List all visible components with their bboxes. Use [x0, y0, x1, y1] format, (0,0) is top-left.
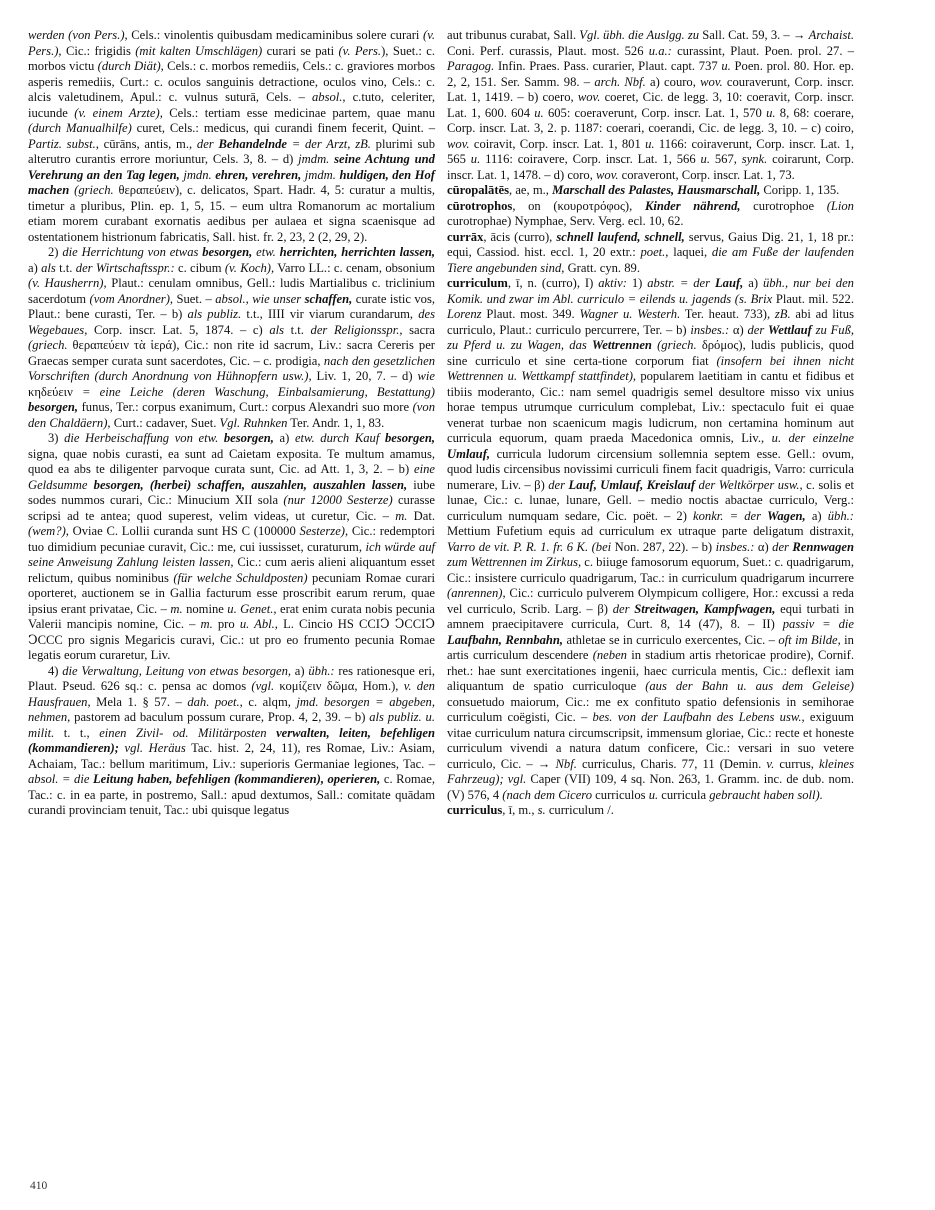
emphasis-text: die Herrichtung von etwas	[62, 245, 203, 259]
emphasis-text: (aus der Bahn u. aus dem Geleise)	[645, 679, 854, 693]
right-column	[447, 28, 854, 819]
emphasis-text: absol.,	[311, 90, 346, 104]
entry-text: coraveront, Corp. inscr. Lat. 1, 73.	[618, 167, 795, 182]
headword: curriculum	[447, 276, 508, 290]
emphasis-text: m.	[170, 601, 183, 616]
emphasis-text: übh.:	[308, 663, 335, 678]
emphasis-text: übh.:	[827, 508, 854, 523]
entry-text: Caper (VII) 109, 4 sq. Non. 263, 1. Gramm. inc. de dub. nom. (V) 576, 4	[447, 772, 855, 802]
entry-text: consuetudo maiorum, Cic.: me ex confituto spatio defensionis in semihorae curriculum coëgisti, Cic. –	[447, 694, 854, 724]
entry-text: curasse scripsi ad te antea; quod superest, velim videas, ut curetur, Cic. –	[28, 493, 436, 523]
emphasis-text: u.	[721, 59, 731, 73]
entry-text: Oviae C. Lollii curanda sunt HS C (100000	[68, 524, 300, 538]
entry-text: 1166: coiraverunt, Corp. inscr. Lat. 1, 565	[447, 136, 854, 166]
entry-text: Corp. inscr. Lat. 5, 1874. – c)	[87, 322, 270, 337]
emphasis-text: die Verwaltung, Leitung von etwas besorgen,	[62, 663, 292, 678]
emphasis-text: zum Wettrennen im Zirkus,	[447, 555, 582, 569]
entry-text: curricula	[658, 787, 710, 802]
emphasis-text: besorgen, (herbei) schaffen, auszahlen, auszahlen lassen,	[93, 477, 408, 492]
entry-text: t. t.,	[54, 725, 100, 740]
emphasis-text: u.	[645, 136, 655, 151]
entry-text: Cels.: c. morbos remediis, Cels.: c. graviores morbos asperis remediis, Curt.: c. oculos sanguinis detractione, oculos vino, Cels.: c. alcis valetudinem, Apul.: c. vulnus suturā, Cels. –	[28, 59, 435, 104]
emphasis-text: poet.,	[640, 245, 669, 259]
emphasis-text: als	[41, 260, 56, 275]
entry-text: , on (κουροτρόφος),	[512, 198, 645, 213]
emphasis-text: einen Zivil- od. Militärposten	[99, 725, 277, 740]
entry-text: athletae se in curriculo exercentes, Cic. –	[563, 632, 779, 647]
entry-text: curate istic vos, Plaut.: bene curasti, Ter. – b)	[28, 291, 436, 321]
emphasis-text: m.	[395, 508, 408, 523]
emphasis-text: (v. Pers.),	[28, 28, 435, 58]
entry-text: Non. 287, 22). – b)	[611, 539, 716, 554]
entry-text: curricula ludorum circensium sollemnia septem esse. Gell.: ovum, quod ludis circensibus novissimi curriculi finem facit quadrigis, Varro: curricula numerare, Liv. – β)	[447, 446, 854, 492]
entry-text: Cels.: tertiam esse medicinae partem, quae manu	[162, 105, 435, 120]
entry-text: a)	[805, 508, 828, 523]
entry-text: pro	[212, 617, 240, 631]
entry-text: curriculus, Charis. 77, 11 (Demin.	[576, 756, 767, 771]
emphasis-text: wov.	[577, 90, 601, 104]
emphasis-text: wov.	[447, 136, 470, 151]
entry-text: Plaut. most. 349.	[481, 307, 580, 321]
emphasis-text: Wettrennen	[591, 338, 652, 352]
entry-text: curassint, Plaut. Poen. prol. 27. –	[671, 43, 854, 58]
entry-text: cūrāns, antis, m.,	[98, 136, 197, 151]
emphasis-text: u. Abl.,	[239, 617, 278, 631]
emphasis-text: etw.	[252, 245, 280, 259]
entry-text: exiguum vitae curriculum natura circumscripsit, immensum gloriae, Cic.: recte et honeste curriculum vivendi a natura datum conficere, Cic.: versari in suo vetere curriculo, Cic. – →	[447, 710, 854, 771]
emphasis-text: Archaist.	[808, 28, 854, 42]
emphasis-text: der	[612, 601, 635, 616]
emphasis-text: wov.	[700, 74, 723, 89]
emphasis-text: besorgen,	[28, 400, 79, 414]
entry-paragraph	[28, 28, 435, 245]
headword: curriculus	[447, 803, 503, 817]
entry-text: 605: coeraverunt, Corp. inscr. Lat. 1, 570	[543, 105, 767, 120]
emphasis-text: Sesterze),	[299, 524, 349, 538]
entry-text: curotrophae) Nymphae, Serv. Verg. ecl. 10, 62.	[447, 214, 684, 228]
entry-text: a)	[291, 663, 309, 678]
emphasis-text: der Religionsspr.,	[310, 322, 403, 337]
entry-text: 4)	[48, 663, 63, 678]
entry-text: c. cibum	[174, 260, 225, 275]
entry-text: Plaut. mil. 522.	[772, 291, 854, 306]
entry-text: 1)	[626, 276, 648, 290]
emphasis-text: (griech.	[651, 338, 697, 352]
emphasis-text: besorgen,	[202, 245, 253, 259]
entry-paragraph	[28, 431, 435, 664]
entry-text: Dat.	[407, 508, 436, 523]
emphasis-text: Laufbahn, Rennbahn,	[447, 632, 564, 647]
entry-text: c.tuto, celeriter, iucunde	[28, 90, 435, 120]
entry-text: coiravit, Corp. inscr. Lat. 1, 801	[469, 136, 646, 151]
emphasis-text: (griech.	[69, 183, 114, 197]
emphasis-text: insbes.:	[690, 322, 730, 337]
emphasis-text: Lauf,	[714, 276, 744, 290]
entry-text: iube sodes nummos curari, Cic.: Minucium XII sola	[28, 477, 435, 507]
emphasis-text: jmd. besorgen = abgeben, nehmen,	[28, 694, 436, 724]
emphasis-text: (nach dem Cicero	[502, 787, 593, 802]
emphasis-text: Rennwagen	[792, 539, 854, 554]
emphasis-text: herrichten, herrichten lassen,	[279, 245, 435, 259]
emphasis-text: (v. einem Arzte),	[74, 105, 163, 120]
entry-text: Cic.: cum aeris alieni aliquantum esset relictum, quibus nominibus	[28, 555, 435, 585]
entry-text: Gratt. cyn. 89.	[564, 260, 640, 275]
entry-text: Infin. Praes. Pass. curarier, Plaut. capt. 737	[494, 59, 722, 73]
headword: currāx	[447, 229, 484, 244]
emphasis-text: abstr. = der	[647, 276, 715, 290]
emphasis-text: Lorenz	[447, 307, 482, 321]
emphasis-text: ehren, verehren,	[215, 167, 302, 182]
emphasis-text: etw. durch Kauf	[294, 431, 385, 445]
entry-text: , ī, m.,	[502, 803, 538, 817]
emphasis-text: übh., nur bei den Komik. und zwar im Abl. curriculo = eilends u. jagends (s. Brix	[447, 276, 854, 306]
entry-text: res rationesque eri, Plaut. Pseud. 626 sq.: c. pensa ac domos	[28, 663, 435, 693]
emphasis-text: der	[747, 322, 769, 337]
emphasis-text: als publiz. u. milit.	[28, 710, 435, 740]
entry-text: curotrophoe	[740, 198, 827, 213]
emphasis-text: wie	[417, 369, 435, 383]
emphasis-text: Marschall des Palastes, Hausmarschall,	[552, 183, 761, 197]
emphasis-text: die am Fuße der laufenden Tiere angebunden sind,	[447, 245, 855, 275]
emphasis-text: nach den gesetzlichen Vorschriften (durch Anordnung von Hühnopfern usw.),	[28, 353, 435, 383]
emphasis-text: Wagen,	[767, 508, 806, 523]
emphasis-text: als	[269, 322, 285, 337]
entry-text: couraverunt, Corp. inscr. Lat. 1, 1419. – b) coero,	[447, 74, 854, 104]
entry-text: , ī, n. (curro), I)	[507, 276, 599, 290]
emphasis-text: der	[772, 539, 793, 554]
entry-text: Plaut.: cenulam omnibus, Gell.: ludis Martialibus c. triclinium sacerdotum	[28, 276, 436, 306]
emphasis-text: verwalten, leiten, befehligen (kommandieren);	[28, 725, 435, 755]
emphasis-text: jmdn.	[179, 167, 216, 182]
emphasis-text: m.	[200, 617, 213, 631]
emphasis-text: gebraucht haben soll).	[709, 787, 823, 802]
emphasis-text: aktiv:	[598, 276, 627, 290]
entry-text: a)	[28, 260, 42, 275]
emphasis-text: passiv = die	[782, 617, 855, 631]
emphasis-text: schaffen,	[304, 291, 353, 306]
emphasis-text: u.	[470, 152, 481, 166]
emphasis-text: arch. Nbf.	[594, 74, 646, 89]
entry-text: equi turbati in amnem praecipitavere curricula, Curt. 8, 14 (47), 8. – II)	[447, 601, 854, 631]
entry-text: a)	[273, 431, 295, 445]
entry-text: abi ad litus curriculo, Plaut.: curriculo percurrere, Ter. – b)	[447, 307, 854, 337]
entry-text: Ter. heaut. 733),	[680, 307, 775, 321]
entry-text: Suet. –	[173, 291, 216, 306]
entry-paragraph	[447, 276, 854, 803]
entry-text: Cic.: curriculo pulverem Olympicum colligere, Hor.: excussi a reda vel curriculo, Scrib. Larg. – β)	[447, 586, 854, 616]
emphasis-text: Umlauf,	[447, 446, 491, 461]
emphasis-text: der	[548, 477, 569, 492]
entry-text: Coni. Perf. curassis, Plaut. most. 526	[447, 43, 649, 58]
entry-text: erat enim curata nobis pecunia Valerii mancipis nomine, Cic. –	[28, 601, 435, 631]
emphasis-text: Wettlauf	[768, 322, 812, 337]
headword: cūropalātēs	[447, 183, 510, 197]
entry-text: Tac. hist. 2, 24, 11), res Romae, Liv.: Asiam, Achaiam, Tac.: bellum maritimum, Liv.: superioris Germaniae legiones, Tac. –	[28, 741, 436, 771]
entry-text: , ācis (curro),	[483, 229, 557, 244]
emphasis-text: (nur 12000 Sesterze)	[283, 493, 393, 507]
entry-text: servus, Gaius Dig. 21, 1, 18 pr.: equi, Cassiod. hist. eccl. 1, 20 extr.:	[447, 229, 855, 259]
emphasis-text: u.a.:	[648, 43, 672, 58]
entry-text: sacra	[402, 322, 436, 337]
emphasis-text: oft im Bilde,	[778, 632, 841, 647]
emphasis-text: Varro de vit. P. R. 1. fr. 6 K. (bei	[447, 539, 612, 554]
entry-text: Cic.: frigidis	[61, 43, 136, 58]
emphasis-text: schnell laufend, schnell,	[556, 229, 685, 244]
entry-text: 3)	[48, 431, 65, 445]
emphasis-text: kleines Fahrzeug); vgl.	[447, 756, 855, 786]
emphasis-text: (von den Chaldäern),	[28, 400, 435, 430]
emphasis-text: der Wirtschaftsspr.:	[75, 260, 175, 275]
entry-text: signa, quae nobis curasti, ea sunt ad Caietam exposita. Te multum amamus, quod ea abs te diligenter parvoque curata sunt, Cic. ad Att. 1, 3, 2. – b)	[28, 446, 435, 476]
entry-text: laquei,	[668, 245, 712, 259]
emphasis-text: u.	[700, 152, 710, 166]
entry-text: coirarunt, Corp. inscr. Lat. 1, 1478. – d) coro,	[447, 152, 854, 182]
entry-text: pastorem ad baculum possum curare, Prop. 4, 2, 39. – b)	[70, 710, 370, 724]
entry-text: popularem laetitiam in cantu et fidibus et tibiis moderanto, Cic.: nam semel quadrigis semel desultore misso vix unius horae tempus utrumque curriculum complebat, Liv.: spectaculo fuit ei quae venerat turbae non scaenicum magis ludicrum, non certamina hominum aut curricula equorum, quam praeda Macedonica omnis, Liv.,	[447, 369, 855, 445]
emphasis-text: (wem?),	[28, 524, 69, 538]
entry-text: nomine	[182, 601, 228, 616]
entry-text: curriculos	[592, 787, 649, 802]
emphasis-text: Leitung haben, befehligen (kommandieren), operieren,	[92, 772, 381, 786]
emphasis-text: bes. von der Laufbahn des Lebens usw.,	[592, 710, 805, 724]
entry-text: curriculum /.	[545, 803, 614, 817]
emphasis-text: s.	[537, 803, 546, 817]
entry-text: Cels.: vinolentis quibusdam medicaminibus solere curari	[127, 28, 423, 42]
emphasis-text: des Wegebaues,	[28, 307, 436, 337]
dictionary-page	[28, 28, 908, 1168]
entry-text: ), Suet.: c. morbos victu	[28, 43, 435, 73]
entry-text: θεραπεύειν), c. delicatos, Spart. Hadr. 4, 5: curatur a multis, timetur a pluribus, Plin. ep. 1, 5, 15. – eum ultra Romanorum ac mortalium etiam morem curabant exornatis aedibus per aulaea et signa scaenisque ad ostentationem histrionum fabricatis, Sall. hist. fr. 2, 23, 2 (2, 29, 2).	[28, 183, 435, 244]
entry-text: 1116: coiravere, Corp. inscr. Lat. 1, 566	[480, 152, 701, 166]
entry-text: κηδεύειν	[28, 384, 82, 399]
entry-paragraph	[28, 245, 435, 431]
emphasis-text: dah. poet.,	[187, 694, 243, 709]
emphasis-text: jmdm.	[298, 152, 335, 166]
emphasis-text: Vgl. übh. die Auslgg. zu	[579, 28, 700, 42]
entry-text: α)	[754, 539, 773, 554]
emphasis-text: absol. = die	[28, 772, 93, 786]
emphasis-text: u. Genet.,	[227, 601, 277, 616]
emphasis-text: = der Arzt, zB.	[287, 136, 371, 151]
emphasis-text: der Weltkörper usw.,	[695, 477, 803, 492]
entry-text: Sall. Cat. 59, 3. – →	[699, 28, 809, 42]
entry-paragraph	[28, 664, 435, 819]
emphasis-text: (v. Koch),	[224, 260, 275, 275]
emphasis-text: v. den Hausfrauen,	[28, 679, 435, 709]
entry-paragraph	[447, 28, 854, 183]
entry-text: t.t.	[55, 260, 76, 275]
entry-paragraph	[447, 230, 854, 277]
entry-text: c. solis et lunae, Cic.: c. lunae, lunare, Gell. – medio noctis abactae curriculo, Verg.: curriculum numquam sedare, Cic. poët. – 2)	[447, 477, 854, 523]
emphasis-text: (vgl.	[251, 679, 275, 693]
emphasis-text: u.	[534, 105, 544, 120]
emphasis-text: (insofern bei ihnen nicht Wettrennen u. Wettkampf stattfindet),	[447, 353, 854, 383]
emphasis-text: Streitwagen, Kampfwagen,	[634, 601, 776, 616]
entry-text: L. Cincio HS CCIↃ ↃCCIↃ ↃCCC pro signis Megaricis curavi, Cic.: ut pro eo frumento pecunia Romae legatis eorum curaretur, Liv.	[28, 617, 435, 662]
emphasis-text: Paragog.	[447, 59, 495, 73]
emphasis-text: (Lion	[826, 198, 854, 213]
emphasis-text: jmdm.	[301, 167, 340, 182]
emphasis-text: Partiz. subst.,	[28, 136, 99, 151]
entry-text: 2)	[48, 245, 63, 259]
emphasis-text: zB.	[774, 307, 791, 321]
emphasis-text: (griech.	[28, 338, 68, 352]
emphasis-text: vgl. Heräus	[118, 741, 186, 755]
entry-text: c. alqm,	[242, 694, 297, 709]
emphasis-text: besorgen,	[223, 431, 274, 445]
emphasis-text: u.	[766, 105, 776, 120]
emphasis-text: Kinder nährend,	[644, 198, 741, 213]
emphasis-text: Behandelnde	[218, 136, 288, 151]
entry-text: 567,	[709, 152, 742, 166]
entry-paragraph	[447, 199, 854, 230]
emphasis-text: (vom Anordner),	[89, 291, 174, 306]
entry-text: t.t., IIII vir viarum curandarum,	[241, 307, 419, 321]
emphasis-text: (anrennen),	[447, 586, 506, 600]
entry-text: plurimi sub alterutro curantis errore moriuntur, Cels. 3, 8. – d)	[28, 136, 435, 166]
entry-text: a)	[743, 276, 763, 290]
emphasis-text: insbes.:	[715, 539, 755, 554]
headword: cūrotrophos	[447, 198, 513, 213]
entry-text: Cic.: redemptori tuo dimidium pecuniae curavit, Cic.: me, cui iussisset, curaturum,	[28, 524, 436, 554]
entry-text: funus, Ter.: corpus exanimum, Curt.: corpus Alexandri suo more	[78, 400, 413, 414]
emphasis-text: u. der einzelne	[771, 431, 854, 445]
emphasis-text: Vgl. Ruhnken	[219, 415, 288, 430]
emphasis-text: (mit kalten Umschlägen)	[135, 43, 263, 58]
entry-text: c. biiuge famosorum equorum, Suet.: c. quadrigarum, Cic.: insistere curriculo quadrigarum, Tac.: in curriculum quadrigarum incurrere	[447, 555, 854, 585]
emphasis-text: (durch Diät),	[97, 59, 164, 73]
emphasis-text: huldigen, den Hof machen	[28, 167, 435, 197]
emphasis-text: synk.	[741, 152, 768, 166]
entry-text: aut tribunus curabat, Sall.	[447, 28, 580, 42]
entry-text: κομίζειν δῶμα, Hom.),	[274, 679, 404, 693]
emphasis-text: (v. Pers.	[338, 43, 382, 58]
emphasis-text: (v. Hausherrn),	[28, 276, 107, 290]
entry-text: Curt.: cadaver, Suet.	[110, 415, 220, 430]
entry-text: α)	[729, 322, 748, 337]
emphasis-text: besorgen,	[384, 431, 435, 445]
emphasis-text: die Herbeischaffung von etw.	[64, 431, 224, 445]
entry-paragraph	[447, 803, 854, 819]
emphasis-text: ich würde auf seine Anweisung Zahlung leisten lassen,	[28, 539, 435, 569]
left-column	[28, 28, 435, 819]
emphasis-text: absol., wie unser	[215, 291, 305, 306]
entry-text: , ae, m.,	[509, 183, 553, 197]
entry-text: in artis curriculum descendere	[447, 632, 854, 662]
emphasis-text: (neben	[592, 648, 627, 662]
entry-text: Coripp. 1, 135.	[760, 183, 840, 197]
emphasis-text: werden (von Pers.),	[28, 28, 128, 42]
entry-text: a) couro,	[645, 74, 701, 89]
emphasis-text: der	[196, 136, 219, 151]
entry-text: curet, Cels.: medicus, qui curandi finem fecerit, Quint. –	[131, 121, 435, 135]
emphasis-text: Lauf, Umlauf, Kreislauf	[568, 477, 696, 492]
entry-text: c. Romae, Tac.: c. in ea parte, in postremo, Sall.: apud dextumos, Sall.: comitate quādam curandi provinciam tenuit, Tac.: ubi quisque legatus	[28, 772, 435, 817]
entry-text: θεραπεύειν τὰ ἱερά), Cic.: non rite id sacrum, Liv.: sacra Cereris per Graecas semper curata sunt sacerdotes, Cic. – c. prodigia,	[28, 338, 435, 368]
entry-text: currus,	[774, 756, 820, 771]
entry-text: Mela 1. § 57. –	[90, 694, 188, 709]
entry-text: δρόμος), ludis publicis, quod sine curriculo et sine certa-tione corporum fiat	[447, 338, 855, 368]
emphasis-text: zu Fuß, zu Pferd u. zu Wagen, das	[447, 322, 855, 352]
emphasis-text: eine Geldsumme	[28, 462, 435, 492]
entry-text: curari se pati	[262, 43, 339, 58]
emphasis-text: (durch Manualhilfe)	[28, 121, 132, 135]
emphasis-text: = eine Leiche (deren Waschung, Einbalsamierung, Bestattung)	[81, 384, 435, 399]
emphasis-text: (für welche Schuldposten)	[173, 570, 308, 585]
entry-text: pecuniam Romae curari oporteret, auctionem se in Gallia facturum esse proscribit earum rerum, quae ipsius erant privatae, Cic. –	[28, 570, 435, 616]
entry-text: Ter. Andr. 1, 1, 83.	[287, 415, 385, 430]
entry-text: in stadium artis rhetoricae prodire), Cornif. rhet.: hae sunt exercitationes ingenii, haec curricula mentis, Cic.: deflexit iam aliquantum de spatio curriculoque	[447, 648, 854, 693]
emphasis-text: als publiz.	[187, 307, 242, 321]
entry-text: Liv. 1, 20, 7. – d)	[311, 369, 418, 383]
entry-text: t.t.	[284, 322, 311, 337]
emphasis-text: wov.	[596, 167, 619, 182]
emphasis-text: Wagner u. Westerh.	[579, 307, 681, 321]
entry-text: Varro LL.: c. cenam, obsonium	[274, 260, 435, 275]
entry-text: coeret, Cic. de legg. 3, 10: coeravit, Corp. inscr. Lat. 1, 600. 604	[447, 90, 854, 120]
entry-text: Mettium Fufetium equis ad curriculum ex utraque parte deligatum distraxit,	[447, 524, 854, 538]
entry-text: Poen. prol. 80. Hor. ep. 2, 2, 151. Ser. Samm. 98. –	[447, 59, 854, 89]
page-number: 410	[30, 1180, 48, 1192]
entry-text: 8, 68: coerare, Corp. inscr. Lat. 3, 2. p. 1187: coerari, coerandi, Cic. de legg. 3, 10. – c) coiro,	[447, 105, 854, 135]
emphasis-text: v.	[766, 756, 775, 771]
emphasis-text: konkr. = der	[693, 508, 768, 523]
emphasis-text: seine Achtung und Verehrung an den Tag legen,	[28, 152, 435, 182]
emphasis-text: u.	[648, 787, 659, 802]
entry-paragraph	[447, 183, 854, 199]
emphasis-text: Nbf.	[555, 756, 577, 771]
